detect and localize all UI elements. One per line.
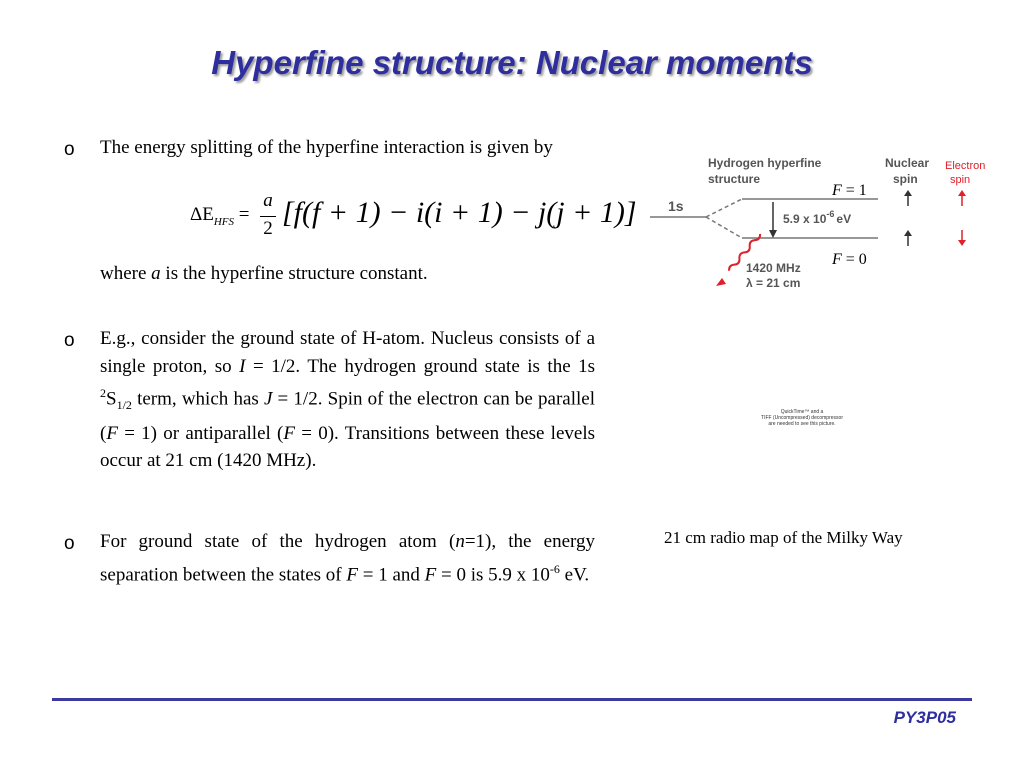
slide-title: Hyperfine structure: Nuclear moments [211,44,813,81]
level-1s-label: 1s [668,198,684,214]
diagram-header-line2: structure [708,172,761,186]
paragraph-ground-state: E.g., consider the ground state of H-atom. Nucleus consists of a single proton, so I = 1/2. The hydrogen ground state is the 1s $^2S_{1/2}$ term, which has J = 1/2. Spin of the electron can be parallel (F = 1) or antiparallel (F = 0). Transitions between these levels occur at 21 cm (1420 MHz). [100,328,596,472]
bullet-marker: o [64,330,75,351]
split-line-lower [706,217,742,238]
quicktime-placeholder: QuickTime™ and a TIFF (Uncompressed) decompressor are needed to see this picture. [761,409,843,427]
electron-spin-label-2: spin [950,174,971,186]
equation-lhs: $\Delta E_{HFS}$ = [190,204,250,228]
frequency-label: 1420 MHz [746,261,801,275]
photon-arrowhead [716,278,726,286]
diagram-header-line1: Hydrogen hyperfine [708,156,822,170]
nuclear-spin-label-1: Nuclear [885,156,930,170]
equation-rhs: [f(f + 1) − i(i + 1) − j(j + 1)] [282,196,637,229]
split-line-upper [706,199,742,217]
energy-gap-arrowhead [769,230,777,238]
electron-spin-label-1: Electron [945,160,986,172]
milky-way-caption: 21 cm radio map of the Milky Way [664,528,903,547]
paragraph-energy-separation: For ground state of the hydrogen atom (n=1), the energy separation between the states of F = 1 and F = 0 is 5.9 x $10^{-6}$ eV. [100,531,595,585]
bullet-marker: o [64,533,75,554]
paragraph-energy-splitting: The energy splitting of the hyperfine interaction is given by [100,137,553,158]
footer-rule [52,698,972,701]
course-code: PY3P05 [893,708,956,727]
paragraph-constant-a: where a is the hyperfine structure constant. [100,263,428,284]
wavelength-label: λ = 21 cm [746,276,801,290]
nuclear-spin-label-2: spin [893,172,918,186]
energy-gap-label: 5.9 x $10^{-6}$ eV [783,209,852,226]
hyperfine-diagram [646,150,996,300]
bullet-marker: o [64,139,75,160]
f0-label: F = 0 [832,251,867,268]
f1-label: F = 1 [832,182,867,199]
